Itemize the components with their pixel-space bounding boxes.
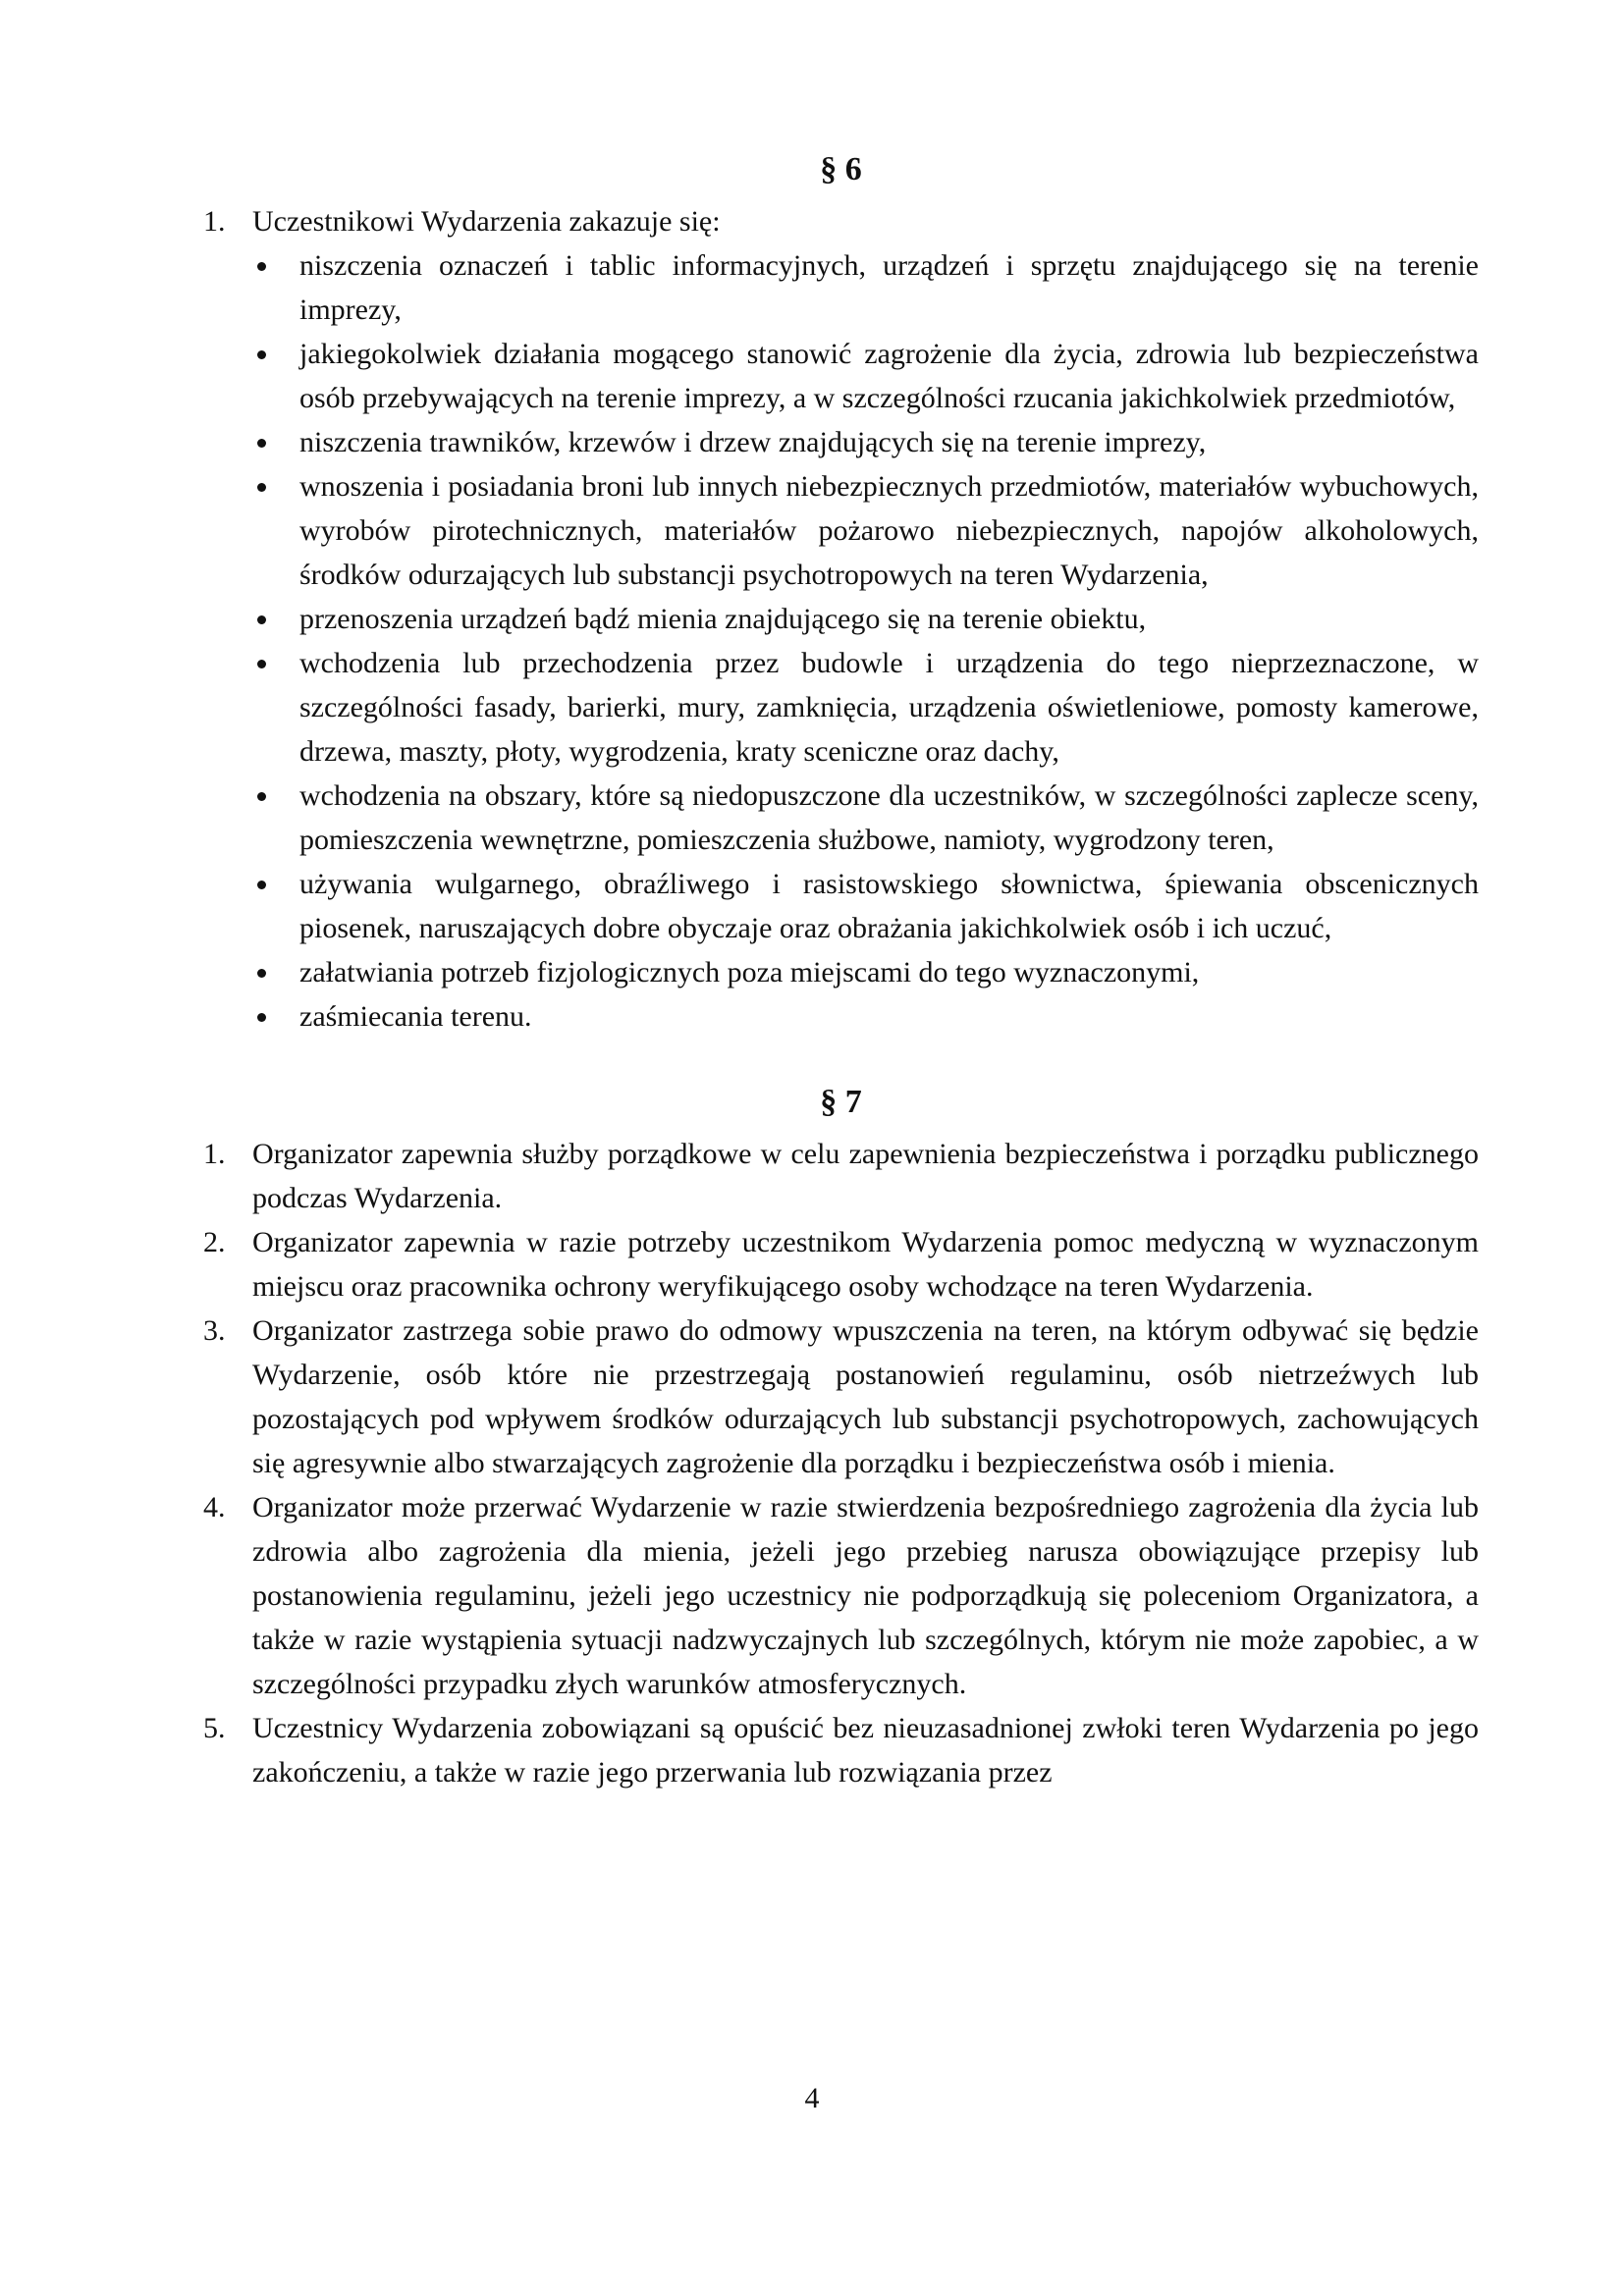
bullet-icon: [257, 792, 266, 801]
prohibition-text: niszczenia oznaczeń i tablic informacyjnych, urządzeń i sprzętu znajdującego się na terenie imprezy,: [299, 249, 1479, 326]
item-text: Organizator zapewnia służby porządkowe w celu zapewnienia bezpieczeństwa i porządku publicznego podczas Wydarzenia.: [252, 1138, 1479, 1214]
prohibition-item: [252, 597, 1479, 641]
item-number: 3.: [203, 1314, 226, 1347]
section-6-list: [203, 199, 1479, 1039]
section-7-item: [203, 1132, 1479, 1220]
prohibition-text: przenoszenia urządzeń bądź mienia znajdującego się na terenie obiektu,: [299, 603, 1147, 635]
bullet-icon: [257, 350, 266, 359]
section-6-item-1: [203, 199, 1479, 1039]
item-number: 1.: [203, 205, 226, 238]
item-text: Uczestnikowi Wydarzenia zakazuje się:: [252, 205, 721, 238]
bullet-icon: [257, 969, 266, 978]
prohibition-item: [252, 243, 1479, 332]
prohibition-item: [252, 950, 1479, 994]
prohibition-text: wnoszenia i posiadania broni lub innych niebezpiecznych przedmiotów, materiałów wybuchowych, wyrobów pirotechnicznych, materiałów pożarowo niebezpiecznych, napojów alkoholowych, środków odurzających lub substancji psychotropowych na teren Wydarzenia,: [299, 470, 1479, 591]
prohibition-item: [252, 994, 1479, 1039]
bullet-icon: [257, 483, 266, 492]
section-7-list: [203, 1132, 1479, 1794]
item-number: 1.: [203, 1138, 226, 1170]
section-7-heading: § 7: [820, 1084, 862, 1120]
section-7-item: [203, 1706, 1479, 1794]
prohibition-item: [252, 464, 1479, 597]
prohibition-text: wchodzenia lub przechodzenia przez budowle i urządzenia do tego nieprzeznaczone, w szczególności fasady, barierki, mury, zamknięcia, urządzenia oświetleniowe, pomosty kamerowe, drzewa, maszty, płoty, wygrodzenia, kraty sceniczne oraz dachy,: [299, 647, 1479, 768]
item-text: Organizator zapewnia w razie potrzeby uczestnikom Wydarzenia pomoc medyczną w wyznaczonym miejscu oraz pracownika ochrony weryfikującego osoby wchodzące na teren Wydarzenia.: [252, 1226, 1479, 1303]
prohibition-item: [252, 420, 1479, 464]
prohibition-item: [252, 862, 1479, 950]
section-7-item: [203, 1485, 1479, 1706]
bullet-icon: [257, 615, 266, 624]
item-number: 5.: [203, 1712, 226, 1744]
prohibition-text: niszczenia trawników, krzewów i drzew znajdujących się na terenie imprezy,: [299, 426, 1207, 458]
prohibition-item: [252, 332, 1479, 420]
prohibition-text: zaśmiecania terenu.: [299, 1000, 532, 1033]
prohibition-text: wchodzenia na obszary, które są niedopuszczone dla uczestników, w szczególności zaplecze sceny, pomieszczenia wewnętrzne, pomieszczenia służbowe, namioty, wygrodzony teren,: [299, 779, 1479, 856]
prohibition-text: jakiegokolwiek działania mogącego stanowić zagrożenie dla życia, zdrowia lub bezpieczeństwa osób przebywających na terenie imprezy, a w szczególności rzucania jakichkolwiek przedmiotów,: [299, 338, 1479, 414]
page-number: 4: [804, 2082, 820, 2114]
item-text: Organizator zastrzega sobie prawo do odmowy wpuszczenia na teren, na którym odbywać się będzie Wydarzenie, osób które nie przestrzegają postanowień regulaminu, osób nietrzeźwych lub pozostających pod wpływem środków odurzających lub substancji psychotropowych, zachowujących się agresywnie albo stwarzających zagrożenie dla porządku i bezpieczeństwa osób i mienia.: [252, 1314, 1479, 1479]
bullet-icon: [257, 439, 266, 448]
bullet-icon: [257, 1013, 266, 1022]
prohibitions-list: [252, 243, 1479, 1039]
item-text: Organizator może przerwać Wydarzenie w razie stwierdzenia bezpośredniego zagrożenia dla życia lub zdrowia albo zagrożenia dla mienia, jeżeli jego przebieg narusza obowiązujące przepisy lub postanowienia regulaminu, jeżeli jego uczestnicy nie podporządkują się poleceniom Organizatora, a także w razie wystąpienia sytuacji nadzwyczajnych lub szczególnych, którym nie może zapobiec, a w szczególności przypadku złych warunków atmosferycznych.: [252, 1491, 1479, 1700]
section-7-item: [203, 1308, 1479, 1485]
bullet-icon: [257, 660, 266, 668]
bullet-icon: [257, 881, 266, 889]
item-number: 4.: [203, 1491, 226, 1523]
prohibition-item: [252, 641, 1479, 774]
prohibition-text: załatwiania potrzeb fizjologicznych poza miejscami do tego wyznaczonymi,: [299, 956, 1200, 988]
section-6-heading: § 6: [820, 151, 862, 187]
item-number: 2.: [203, 1226, 226, 1258]
item-text: Uczestnicy Wydarzenia zobowiązani są opuścić bez nieuzasadnionej zwłoki teren Wydarzenia po jego zakończeniu, a także w razie jego przerwania lub rozwiązania przez: [252, 1712, 1479, 1789]
prohibition-text: używania wulgarnego, obraźliwego i rasistowskiego słownictwa, śpiewania obscenicznych piosenek, naruszających dobre obyczaje oraz obrażania jakichkolwiek osób i ich uczuć,: [299, 868, 1479, 944]
bullet-icon: [257, 262, 266, 271]
prohibition-item: [252, 774, 1479, 862]
section-7-item: [203, 1220, 1479, 1308]
